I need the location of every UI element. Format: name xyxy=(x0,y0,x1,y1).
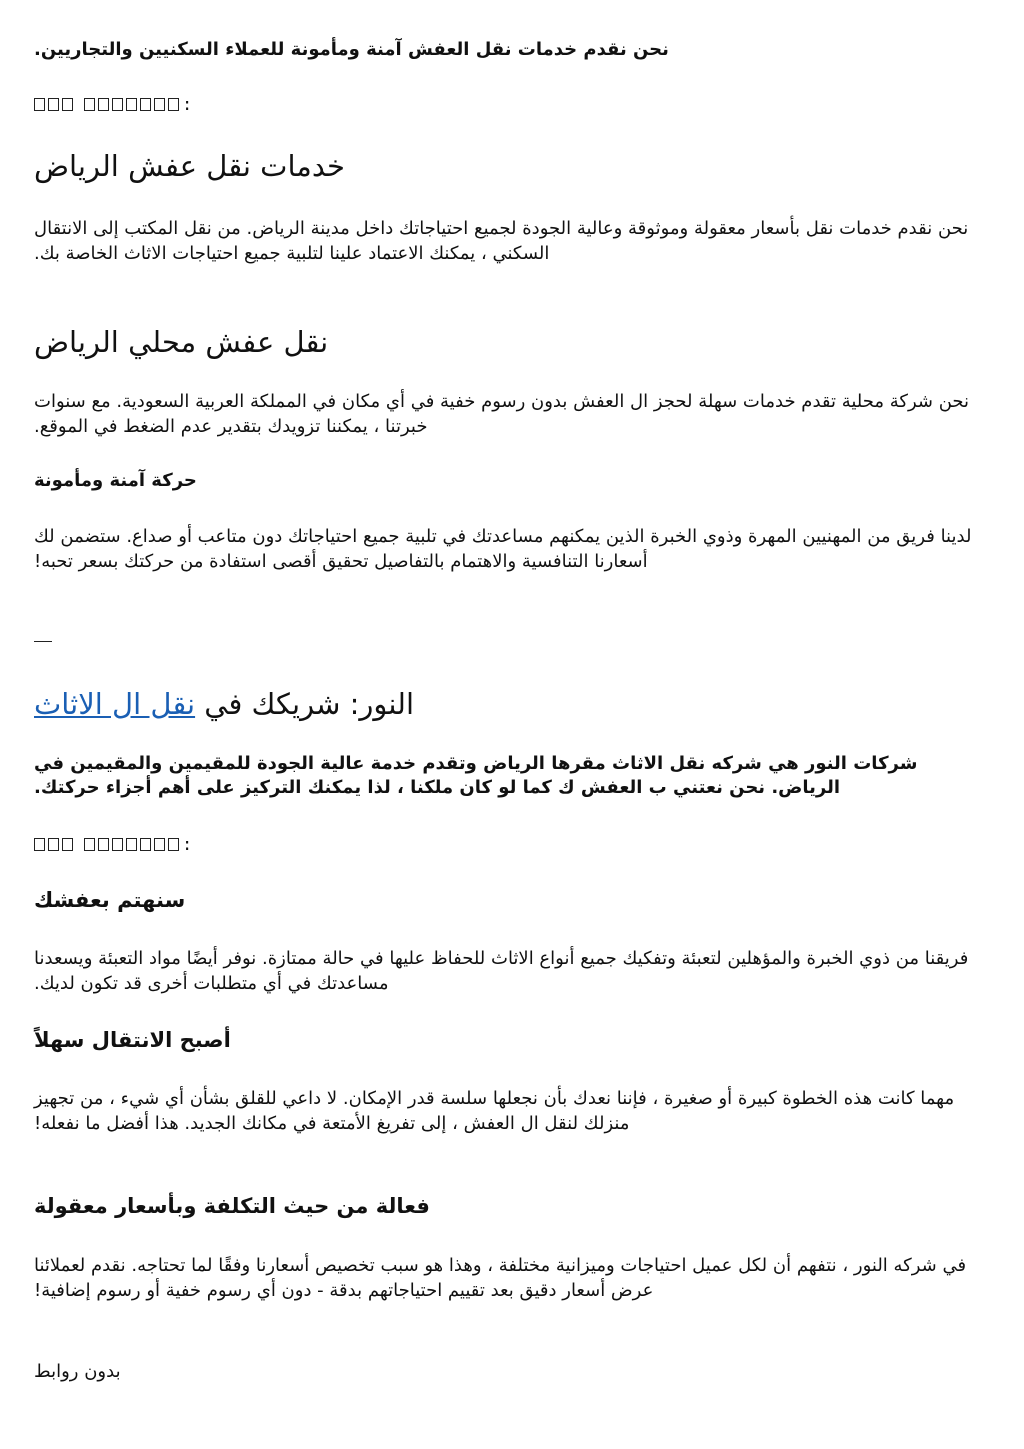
section-body: نحن شركة محلية تقدم خدمات سهلة لحجز ال العفش بدون رسوم خفية في أي مكان في المملكة العربية السعودية. مع سنوات خبرتنا ، يمكننا تزويدك بتقدير عدم الضغط في الموقع. xyxy=(34,391,970,437)
missing-glyph-label xyxy=(34,94,990,116)
missing-glyph-icon xyxy=(112,98,123,111)
missing-glyph-icon xyxy=(112,838,123,851)
section-heading: بدون روابط xyxy=(34,1361,121,1382)
label-colon: : xyxy=(182,835,193,855)
section-body: شركات النور هي شركه نقل الاثاث مقرها الرياض وتقدم خدمة عالية الجودة للمقيمين والمقيمين في الرياض. نحن نعتني ب العفش ك كما لو كان ملكنا ، لذا يمكنك التركيز على أهم أجزاء حركتك. xyxy=(34,753,918,798)
divider xyxy=(34,641,52,642)
missing-glyph-icon xyxy=(62,98,73,111)
missing-glyph-icon xyxy=(48,98,59,111)
section-heading: سنهتم بعفشك xyxy=(34,888,186,912)
missing-glyph-label xyxy=(34,834,990,856)
missing-glyph-icon xyxy=(154,98,165,111)
missing-glyph-icon xyxy=(140,838,151,851)
missing-glyph-icon xyxy=(34,838,45,851)
missing-glyph-icon xyxy=(98,98,109,111)
missing-glyph-icon xyxy=(140,98,151,111)
missing-glyph-icon xyxy=(168,98,179,111)
missing-glyph-icon xyxy=(48,838,59,851)
missing-glyph-icon xyxy=(154,838,165,851)
missing-glyph-icon xyxy=(84,98,95,111)
missing-glyph-icon xyxy=(126,838,137,851)
section-body: لدينا فريق من المهنيين المهرة وذوي الخبرة الذين يمكنهم مساعدتك في تلبية جميع احتياجاتك دون متاعب أو صداع. ستضمن لك أسعارنا التنافسية والاهتمام بالتفاصيل تحقيق أقصى استفادة من حركتك بسعر تحبه! xyxy=(34,526,972,572)
intro-line: نحن نقدم خدمات نقل العفش آمنة ومأمونة للعملاء السكنيين والتجاريين. xyxy=(34,39,669,60)
section-heading: حركة آمنة ومأمونة xyxy=(34,470,197,491)
section-heading: أصبح الانتقال سهلاً xyxy=(34,1028,231,1052)
section-heading: فعالة من حيث التكلفة وبأسعار معقولة xyxy=(34,1194,430,1218)
label-colon: : xyxy=(182,95,193,115)
missing-glyph-icon xyxy=(84,838,95,851)
section-body: في شركه النور ، نتفهم أن لكل عميل احتياجات وميزانية مختلفة ، وهذا هو سبب تخصيص أسعارنا وفقًا لما تحتاجه. نقدم لعملائنا عرض أسعار دقيق بعد تقييم احتياجاتهم بدقة - دون أي رسوم خفية أو رسوم إضافية! xyxy=(34,1255,967,1301)
section-heading: نقل عفش محلي الرياض xyxy=(34,325,329,359)
missing-glyph-icon xyxy=(62,838,73,851)
missing-glyph-icon xyxy=(98,838,109,851)
section-body: فريقنا من ذوي الخبرة والمؤهلين لتعبئة وتفكيك جميع أنواع الاثاث للحفاظ عليها في حالة ممتازة. نوفر أيضًا مواد التعبئة ويسعدنا مساعدتك في أي متطلبات أخرى قد تكون لديك. xyxy=(34,948,969,994)
heading-text: النور: شريكك في xyxy=(204,687,414,721)
missing-glyph-icon xyxy=(34,98,45,111)
missing-glyph-icon xyxy=(126,98,137,111)
section-body: مهما كانت هذه الخطوة كبيرة أو صغيرة ، فإننا نعدك بأن نجعلها سلسة قدر الإمكان. لا داعي للقلق بشأن أي شيء ، من تجهيز منزلك لنقل ال العفش ، إلى تفريغ الأمتعة في مكانك الجديد. هذا أفضل ما نفعله! xyxy=(34,1088,955,1134)
section-heading: خدمات نقل عفش الرياض xyxy=(34,149,345,183)
section-body: نحن نقدم خدمات نقل بأسعار معقولة وموثوقة وعالية الجودة لجميع احتياجاتك داخل مدينة الرياض. من نقل المكتب إلى الانتقال السكني ، يمكنك الاعتماد علينا لتلبية جميع احتياجات الاثاث الخاصة بك. xyxy=(34,218,969,264)
heading-link[interactable]: نقل ال الاثاث xyxy=(34,687,196,721)
missing-glyph-icon xyxy=(168,838,179,851)
section-heading xyxy=(34,686,990,722)
